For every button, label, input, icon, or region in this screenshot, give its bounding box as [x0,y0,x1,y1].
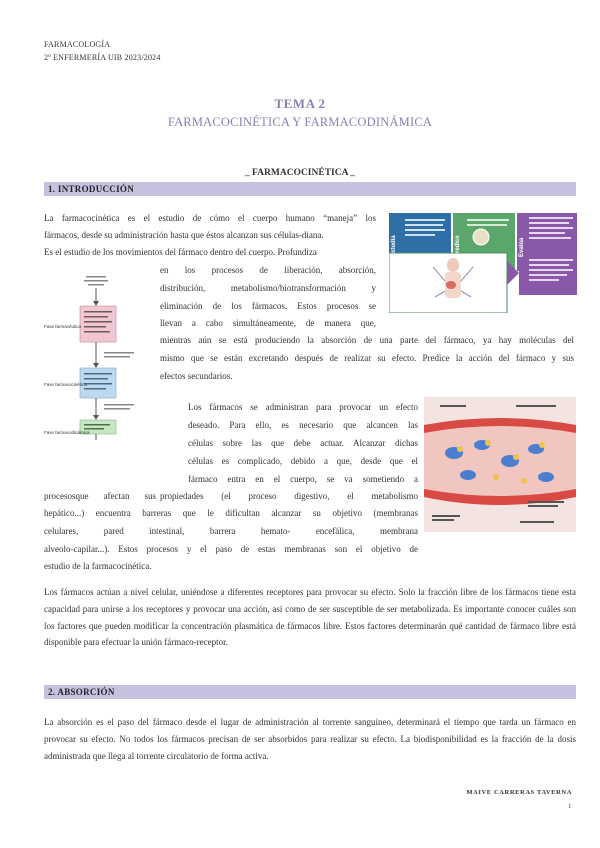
paragraph-line: hepático...) encuentra barreras que le dificultan alcanzar su objetivo (membranas [44,508,418,518]
section-heading: _ FARMACOCINÉTICA _ [244,168,356,178]
paragraph-line: estudio de la farmacocinética. [44,561,152,571]
paragraph-line: deseado. Para ello, es necesario que alcancen las [188,420,418,430]
paragraph-line: mismo que se están excretando después de realizar su efecto. Predice la acción del fármaco y sus [160,353,574,363]
paragraph-line: fármaco entra en el cuerpo, se va sometiendo a [188,474,418,484]
phase-label-farmacocinetica: Fase farmacocinética [44,382,87,387]
page-title: TEMA 2 [274,96,326,111]
paragraph-line: Los fármacos se administran para provocar un efecto [188,402,418,412]
paragraph-line: mientras aún se está produciendo la absorción de una parte del fármaco, ya hay moléculas del [160,335,574,345]
paragraph-line: eliminación de los fármacos. Estos procesos se [160,301,376,311]
phase-label-farmacodinamica: Fase farmacodinámica [44,430,90,435]
paragraph-line: celulares, pared intestinal, barrera hemato- encefálica, membrana [44,526,418,536]
phase-label-farmaceutica: Fase farmacéutica [44,324,82,329]
figure-label-predice: Predice [455,235,461,257]
paragraph-line: en los procesos de liberación, absorción, [160,265,376,275]
paragraph-line: Es el estudio de los movimientos del fármaco dentro del cuerpo. Profundiza [44,247,317,257]
paragraph-line: efectos secundarios. [160,371,233,381]
header-subject: FARMACOLOGÍA [44,40,111,49]
figure-label-estudia: Estudia [391,235,397,257]
page-subtitle: FARMACOCINÉTICA Y FARMACODINÁMICA [167,115,433,129]
paragraph: Los fármacos actúan a nivel celular, uniéndose a diferentes receptores para provocar su efecto. Solo la fracción libre de los fármacos tiene esta capacidad para unirse a los receptores y provocar una acción, así como de ser susceptible de ser metabolizada. Es importante conocer cuáles son los factores que pueden modificar la concentración plasmática de fármacos libre. Estos factores determinarán qué cantidad de fármaco libre está disponible para efectuar la unión fármaco-receptor. [44,587,576,648]
paragraph-line: alveolo-capilar...). Estos procesos y el paso de estas membranas son el objetivo de [44,544,418,554]
paragraph-line: distribución, metabolismo/biotransformación y [160,283,376,293]
page-number: 1 [568,803,572,810]
paragraph-line: células sobre las que debe actuar. Alcanzar dichas [188,438,418,448]
section-bar-introduccion: 1. INTRODUCCIÓN [44,182,576,196]
paragraph: La absorción es el paso del fármaco desde el lugar de administración al torrente sanguíneo, determinará el tiempo que tarda un fármaco en provocar su efecto. No todos los fármacos precisan de ser absorbidos para realizar su efecto. La biodisponibilidad es la fracción de la dosis administrada que llega al torrente circulatorio de forma activa. [44,717,576,761]
paragraph-line: fármacos, desde su administración hasta que éstos alcanzan sus células-diana. [44,230,324,240]
footer-author: MAIVE CARRERAS TAVERNA [466,789,572,796]
paragraph-line: células es complicado, debido a que, desde que el [188,456,418,466]
figure-label-evalua: Evalúa [519,237,525,257]
section-bar-absorcion: 2. ABSORCIÓN [44,685,576,699]
pharmacokinetics-overview-figure [389,213,577,313]
paragraph-line: llevan a cabo simultáneamente, de manera que, [160,318,376,328]
paragraph-line: La farmacocinética es el estudio de cómo el cuerpo humano “maneja” los [44,213,376,223]
paragraph-line: propiedades (el proceso digestivo, el metabolismo [160,491,418,501]
header-course: 2º ENFERMERÍA UIB 2023/2024 [44,53,161,62]
paragraph-line: procesosque afectan sus [44,491,156,501]
blood-vessel-figure [424,397,576,532]
pharmacology-phases-figure [44,276,156,442]
